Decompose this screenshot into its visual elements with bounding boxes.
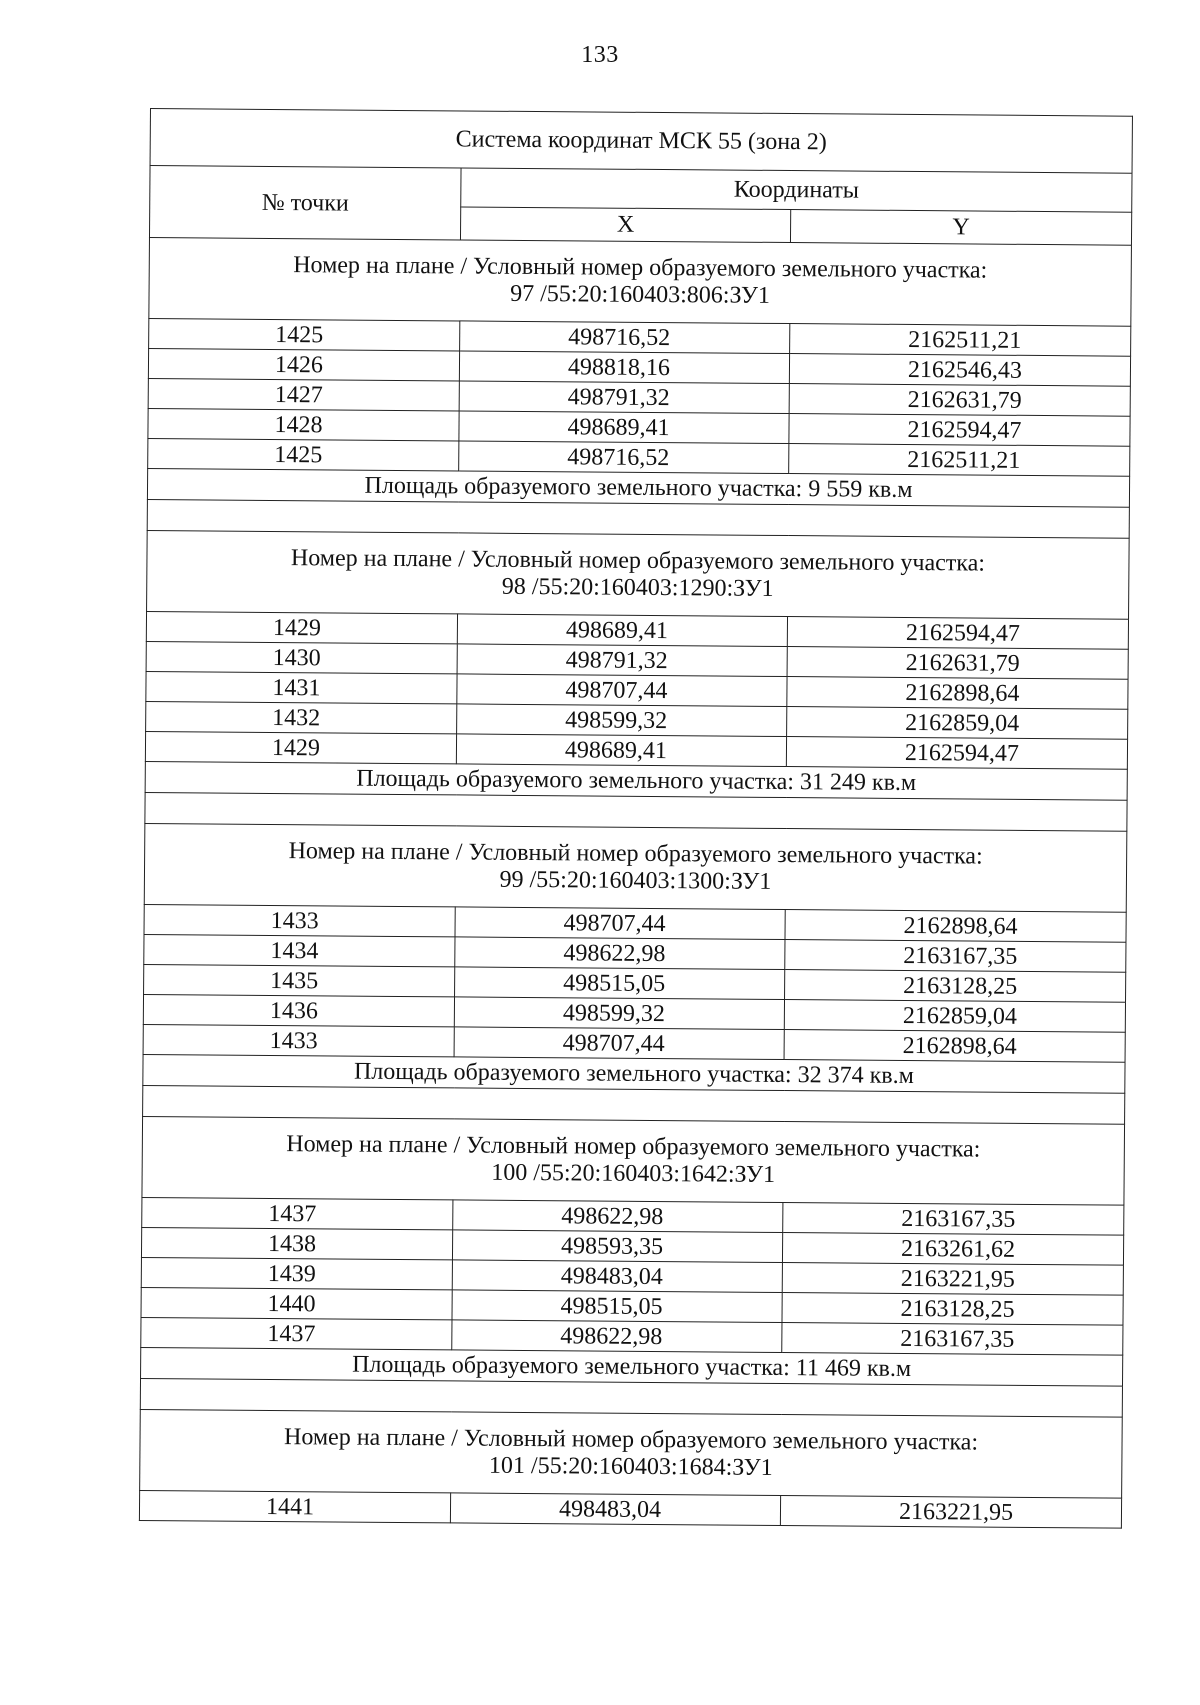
x-coordinate-cell: 498622,98	[455, 937, 785, 970]
x-coordinate-cell: 498707,44	[454, 1027, 784, 1060]
x-column-header: X	[460, 207, 790, 243]
point-number-cell: 1432	[146, 701, 457, 733]
y-coordinate-cell: 2162546,43	[789, 354, 1130, 387]
point-number-cell: 1430	[146, 641, 457, 673]
y-coordinate-cell: 2163128,25	[785, 970, 1126, 1003]
x-coordinate-cell: 498593,35	[452, 1230, 782, 1263]
point-number-cell: 1433	[143, 1024, 454, 1056]
x-coordinate-cell: 498791,32	[459, 381, 789, 414]
y-column-header: Y	[790, 210, 1131, 246]
parcel-heading-row	[140, 1409, 1123, 1498]
header-row-1	[150, 166, 1132, 213]
y-coordinate-cell: 2163167,35	[783, 1203, 1124, 1236]
y-coordinate-cell: 2162594,47	[786, 737, 1127, 770]
y-coordinate-cell: 2162898,64	[784, 1030, 1125, 1063]
y-coordinate-cell: 2163128,25	[782, 1293, 1123, 1326]
x-coordinate-cell: 498483,04	[450, 1493, 780, 1526]
parcel-heading-label: Номер на плане / Условный номер образуемого земельного участка:	[286, 1131, 981, 1163]
parcel-heading-label: Номер на плане / Условный номер образуемого земельного участка:	[293, 252, 988, 284]
parcel-area: Площадь образуемого земельного участка: 31 249 кв.м	[145, 761, 1127, 800]
point-number-cell: 1438	[141, 1227, 452, 1259]
y-coordinate-cell: 2162898,64	[785, 910, 1126, 943]
point-number-cell: 1429	[146, 611, 457, 643]
y-coordinate-cell: 2163261,62	[782, 1233, 1123, 1266]
point-number-cell: 1437	[141, 1317, 452, 1349]
x-coordinate-cell: 498707,44	[457, 674, 787, 707]
parcel-area: Площадь образуемого земельного участка: 32 374 кв.м	[143, 1054, 1125, 1093]
page-number: 133	[581, 42, 619, 68]
x-coordinate-cell: 498515,05	[452, 1290, 782, 1323]
point-number-cell: 1440	[141, 1287, 452, 1319]
y-coordinate-cell: 2162511,21	[790, 324, 1131, 357]
parcel-number: 97 /55:20:160403:806:ЗУ1	[510, 280, 771, 309]
x-coordinate-cell: 498689,41	[459, 411, 789, 444]
table-row	[139, 1490, 1121, 1528]
parcel-heading-label: Номер на плане / Условный номер образуемого земельного участка:	[290, 545, 986, 577]
x-coordinate-cell: 498483,04	[452, 1260, 782, 1293]
parcel-heading-cell	[147, 530, 1130, 619]
x-coordinate-cell: 498515,05	[455, 967, 785, 1000]
point-number-cell: 1433	[144, 904, 455, 936]
parcel-heading-cell	[140, 1409, 1123, 1498]
parcel-number: 100 /55:20:160403:1642:ЗУ1	[491, 1159, 776, 1188]
x-coordinate-cell: 498622,98	[453, 1200, 783, 1233]
x-coordinate-cell: 498716,52	[459, 441, 789, 474]
x-coordinate-cell: 498689,41	[457, 614, 787, 647]
parcel-number: 101 /55:20:160403:1684:ЗУ1	[488, 1452, 773, 1481]
y-coordinate-cell: 2163167,35	[782, 1323, 1123, 1356]
y-coordinate-cell: 2163221,95	[780, 1495, 1121, 1528]
parcel-area: Площадь образуемого земельного участка: 9 559 кв.м	[147, 468, 1129, 507]
point-number-cell: 1425	[148, 438, 459, 470]
y-coordinate-cell: 2162898,64	[787, 677, 1128, 710]
x-coordinate-cell: 498599,32	[457, 704, 787, 737]
x-coordinate-cell: 498622,98	[452, 1320, 782, 1353]
y-coordinate-cell: 2162859,04	[784, 1000, 1125, 1033]
point-number-header: № точки	[149, 166, 461, 240]
parcel-heading-row	[142, 1116, 1125, 1205]
parcel-heading-cell	[149, 237, 1132, 326]
point-number-cell: 1437	[142, 1197, 453, 1229]
parcel-heading-row	[149, 237, 1132, 326]
point-number-cell: 1425	[149, 318, 460, 350]
coordinates-table-body	[139, 109, 1132, 1529]
point-number-cell: 1429	[145, 731, 456, 763]
x-coordinate-cell: 498599,32	[454, 997, 784, 1030]
parcel-heading-cell	[144, 823, 1127, 912]
y-coordinate-cell: 2162631,79	[789, 384, 1130, 417]
x-coordinate-cell: 498791,32	[457, 644, 787, 677]
coordinate-system-title: Система координат МСК 55 (зона 2)	[150, 109, 1132, 174]
y-coordinate-cell: 2162631,79	[787, 647, 1128, 680]
y-coordinate-cell: 2162594,47	[787, 617, 1128, 650]
point-number-cell: 1439	[141, 1257, 452, 1289]
x-coordinate-cell: 498716,52	[460, 321, 790, 354]
y-coordinate-cell: 2163221,95	[782, 1263, 1123, 1296]
point-number-cell: 1431	[146, 671, 457, 703]
y-coordinate-cell: 2163167,35	[785, 940, 1126, 973]
parcel-number: 99 /55:20:160403:1300:ЗУ1	[499, 866, 772, 895]
point-number-cell: 1436	[143, 994, 454, 1026]
x-coordinate-cell: 498689,41	[456, 734, 786, 767]
y-coordinate-cell: 2162859,04	[787, 707, 1128, 740]
parcel-area: Площадь образуемого земельного участка: 11 469 кв.м	[141, 1347, 1123, 1386]
point-number-cell: 1427	[148, 378, 459, 410]
point-number-cell: 1434	[144, 934, 455, 966]
x-coordinate-cell: 498818,16	[459, 351, 789, 384]
point-number-cell: 1435	[144, 964, 455, 996]
parcel-heading-row	[147, 530, 1130, 619]
parcel-heading-label: Номер на плане / Условный номер образуемого земельного участка:	[283, 1424, 979, 1456]
point-number-cell: 1441	[139, 1490, 450, 1522]
parcel-heading-cell	[142, 1116, 1125, 1205]
coordinates-table	[139, 108, 1133, 1529]
title-row	[150, 109, 1132, 174]
x-coordinate-cell: 498707,44	[455, 907, 785, 940]
parcel-heading-row	[144, 823, 1127, 912]
point-number-cell: 1426	[148, 348, 459, 380]
y-coordinate-cell: 2162511,21	[789, 444, 1130, 477]
coordinates-header: Координаты	[461, 168, 1132, 212]
parcel-number: 98 /55:20:160403:1290:ЗУ1	[501, 573, 774, 602]
y-coordinate-cell: 2162594,47	[789, 414, 1130, 447]
point-number-cell: 1428	[148, 408, 459, 440]
parcel-heading-label: Номер на плане / Условный номер образуемого земельного участка:	[288, 838, 983, 870]
